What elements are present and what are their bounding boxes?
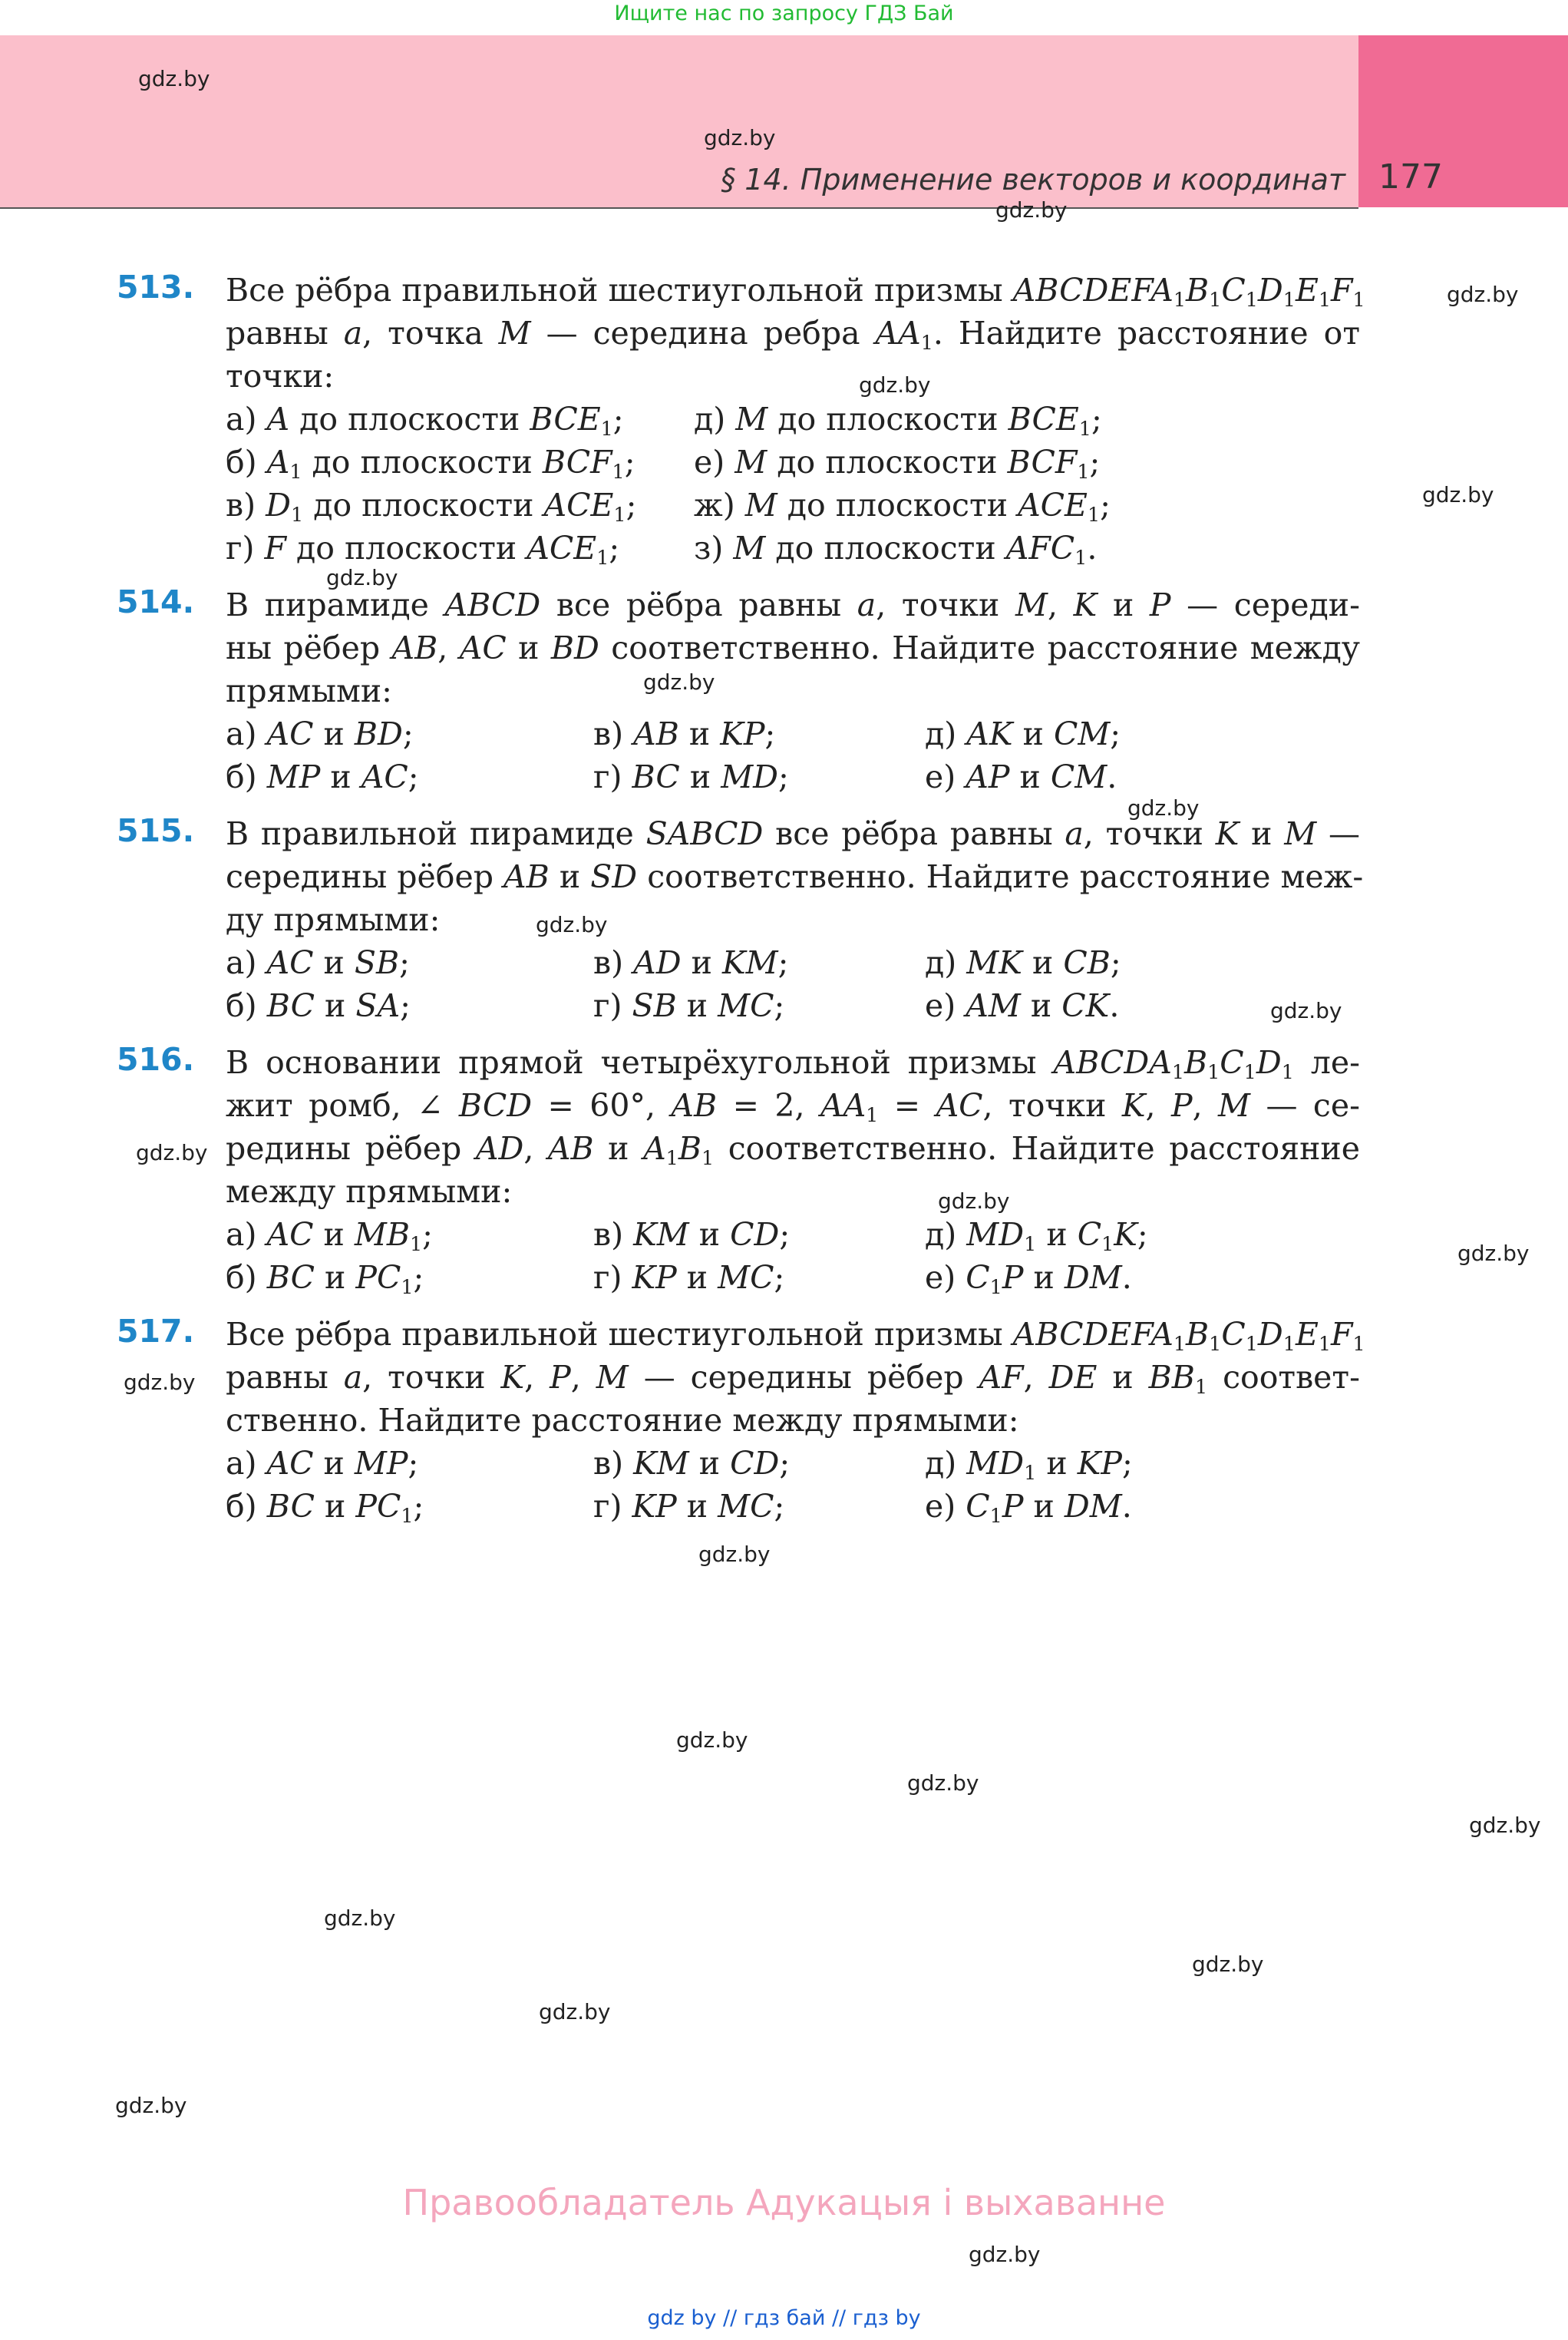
watermark: gdz.by bbox=[536, 912, 608, 937]
watermark: gdz.by bbox=[676, 1727, 748, 1753]
problem-text: редины рёбер AD, AB и $A_1B_1$ соответственно. Найдите расстояние bbox=[226, 1130, 1360, 1170]
header-rule bbox=[0, 207, 1358, 209]
problem-number: 513. bbox=[117, 269, 195, 306]
watermark: gdz.by bbox=[698, 1542, 771, 1567]
option: а) AC и MP; bbox=[226, 1445, 419, 1482]
option: а) AC и $MB_1$; bbox=[226, 1216, 433, 1256]
watermark: gdz.by bbox=[1127, 795, 1200, 821]
option: в) KM и CD; bbox=[593, 1445, 791, 1482]
option: а) AC и BD; bbox=[226, 716, 414, 752]
problem-text: равны a, точки K, P, M — середины рёбер AF, DE и $BB_1$ соответ- bbox=[226, 1359, 1360, 1399]
watermark: gdz.by bbox=[539, 1999, 611, 2024]
problem-text: точки: bbox=[226, 358, 335, 395]
option: в) AD и KM; bbox=[593, 944, 789, 981]
option: д) AK и CM; bbox=[925, 716, 1121, 752]
option: в) KM и CD; bbox=[593, 1216, 791, 1253]
option: а) A до плоскости $BCE_1$; bbox=[226, 401, 624, 441]
option: д) M до плоскости $BCE_1$; bbox=[694, 401, 1102, 441]
option: ж) M до плоскости $ACE_1$; bbox=[694, 487, 1111, 527]
problem-text: ны рёбер AB, AC и BD соответственно. Найдите расстояние между bbox=[226, 630, 1360, 666]
watermark: gdz.by bbox=[1457, 1241, 1530, 1266]
watermark: gdz.by bbox=[136, 1140, 208, 1165]
problem-text: между прямыми: bbox=[226, 1173, 513, 1210]
watermark: gdz.by bbox=[938, 1188, 1010, 1214]
watermark: gdz.by bbox=[859, 372, 931, 398]
watermark: gdz.by bbox=[995, 197, 1068, 223]
problem-text: жит ромб, ∠ BCD = 60°, AB = 2, $AA_1$ = AC, точки K, P, M — се- bbox=[226, 1087, 1360, 1127]
option: б) BC и $PC_1$; bbox=[226, 1259, 424, 1299]
watermark: gdz.by bbox=[1192, 1952, 1264, 1977]
problem-text: прямыми: bbox=[226, 673, 392, 709]
option: г) SB и MC; bbox=[593, 987, 785, 1024]
watermark: gdz.by bbox=[1422, 482, 1494, 507]
problem-number: 517. bbox=[117, 1313, 195, 1350]
problem-text: Все рёбра правильной шестиугольной призмы $ABCDEFA_1B_1C_1D_1E_1F_1$ bbox=[226, 272, 1365, 312]
option: а) AC и SB; bbox=[226, 944, 410, 981]
problem-text: В пирамиде ABCD все рёбра равны a, точки M, K и P — середи- bbox=[226, 587, 1360, 623]
option: г) BC и MD; bbox=[593, 759, 789, 795]
option: г) KP и MC; bbox=[593, 1259, 785, 1296]
option: д) MK и CB; bbox=[925, 944, 1121, 981]
watermark: gdz.by bbox=[326, 565, 398, 590]
problem-number: 516. bbox=[117, 1041, 195, 1078]
problem-text: Все рёбра правильной шестиугольной призмы $ABCDEFA_1B_1C_1D_1E_1F_1$ bbox=[226, 1316, 1365, 1356]
watermark: gdz.by bbox=[969, 2242, 1041, 2267]
option: б) $A_1$ до плоскости $BCF_1$; bbox=[226, 444, 635, 484]
problem-text: середины рёбер AB и SD соответственно. Найдите расстояние меж- bbox=[226, 858, 1364, 895]
footer-links[interactable]: gdz by // гдз бай // гдз by bbox=[647, 2306, 921, 2330]
option: в) AB и KP; bbox=[593, 716, 776, 752]
watermark: gdz.by bbox=[704, 125, 776, 150]
option: г) KP и MC; bbox=[593, 1488, 785, 1525]
option: б) MP и AC; bbox=[226, 759, 419, 795]
option: д) $MD_1$ и $C_1K$; bbox=[925, 1216, 1148, 1256]
problem-text: ственно. Найдите расстояние между прямыми: bbox=[226, 1402, 1019, 1439]
top-search-note: Ищите нас по запросу ГДЗ Бай bbox=[614, 2, 954, 25]
watermark: gdz.by bbox=[643, 669, 715, 695]
option: г) F до плоскости $ACE_1$; bbox=[226, 530, 620, 570]
option: б) BC и SA; bbox=[226, 987, 411, 1024]
watermark: gdz.by bbox=[324, 1905, 396, 1931]
option: з) M до плоскости $AFC_1$. bbox=[694, 530, 1098, 570]
watermark: gdz.by bbox=[907, 1770, 979, 1796]
section-title: § 14. Применение векторов и координат bbox=[721, 163, 1345, 197]
problem-text: ду прямыми: bbox=[226, 901, 441, 938]
watermark: gdz.by bbox=[1469, 1813, 1541, 1838]
option: е) AP и CM. bbox=[925, 759, 1117, 795]
copyright-holder: Правообладатель Адукацыя і выхаванне bbox=[402, 2182, 1166, 2223]
problem-text: равны a, точка M — середина ребра $AA_1$. Найдите расстояние от bbox=[226, 315, 1361, 355]
problem-text: В правильной пирамиде SABCD все рёбра равны a, точки K и M — bbox=[226, 815, 1360, 852]
watermark: gdz.by bbox=[115, 2093, 187, 2118]
option: е) $C_1P$ и DM. bbox=[925, 1488, 1132, 1528]
option: е) $C_1P$ и DM. bbox=[925, 1259, 1132, 1299]
option: е) AM и CK. bbox=[925, 987, 1120, 1024]
option: б) BC и $PC_1$; bbox=[226, 1488, 424, 1528]
option: д) $MD_1$ и KP; bbox=[925, 1445, 1133, 1485]
option: е) M до плоскости $BCF_1$; bbox=[694, 444, 1101, 484]
page-number: 177 bbox=[1378, 157, 1443, 197]
option: в) $D_1$ до плоскости $ACE_1$; bbox=[226, 487, 637, 527]
problem-text: В основании прямой четырёхугольной призмы $ABCDA_1B_1C_1D_1$ ле- bbox=[226, 1044, 1360, 1084]
watermark: gdz.by bbox=[1447, 282, 1519, 307]
watermark: gdz.by bbox=[138, 66, 210, 91]
problem-number: 515. bbox=[117, 812, 195, 849]
watermark: gdz.by bbox=[124, 1370, 196, 1395]
watermark: gdz.by bbox=[1270, 998, 1342, 1023]
problem-number: 514. bbox=[117, 583, 195, 620]
